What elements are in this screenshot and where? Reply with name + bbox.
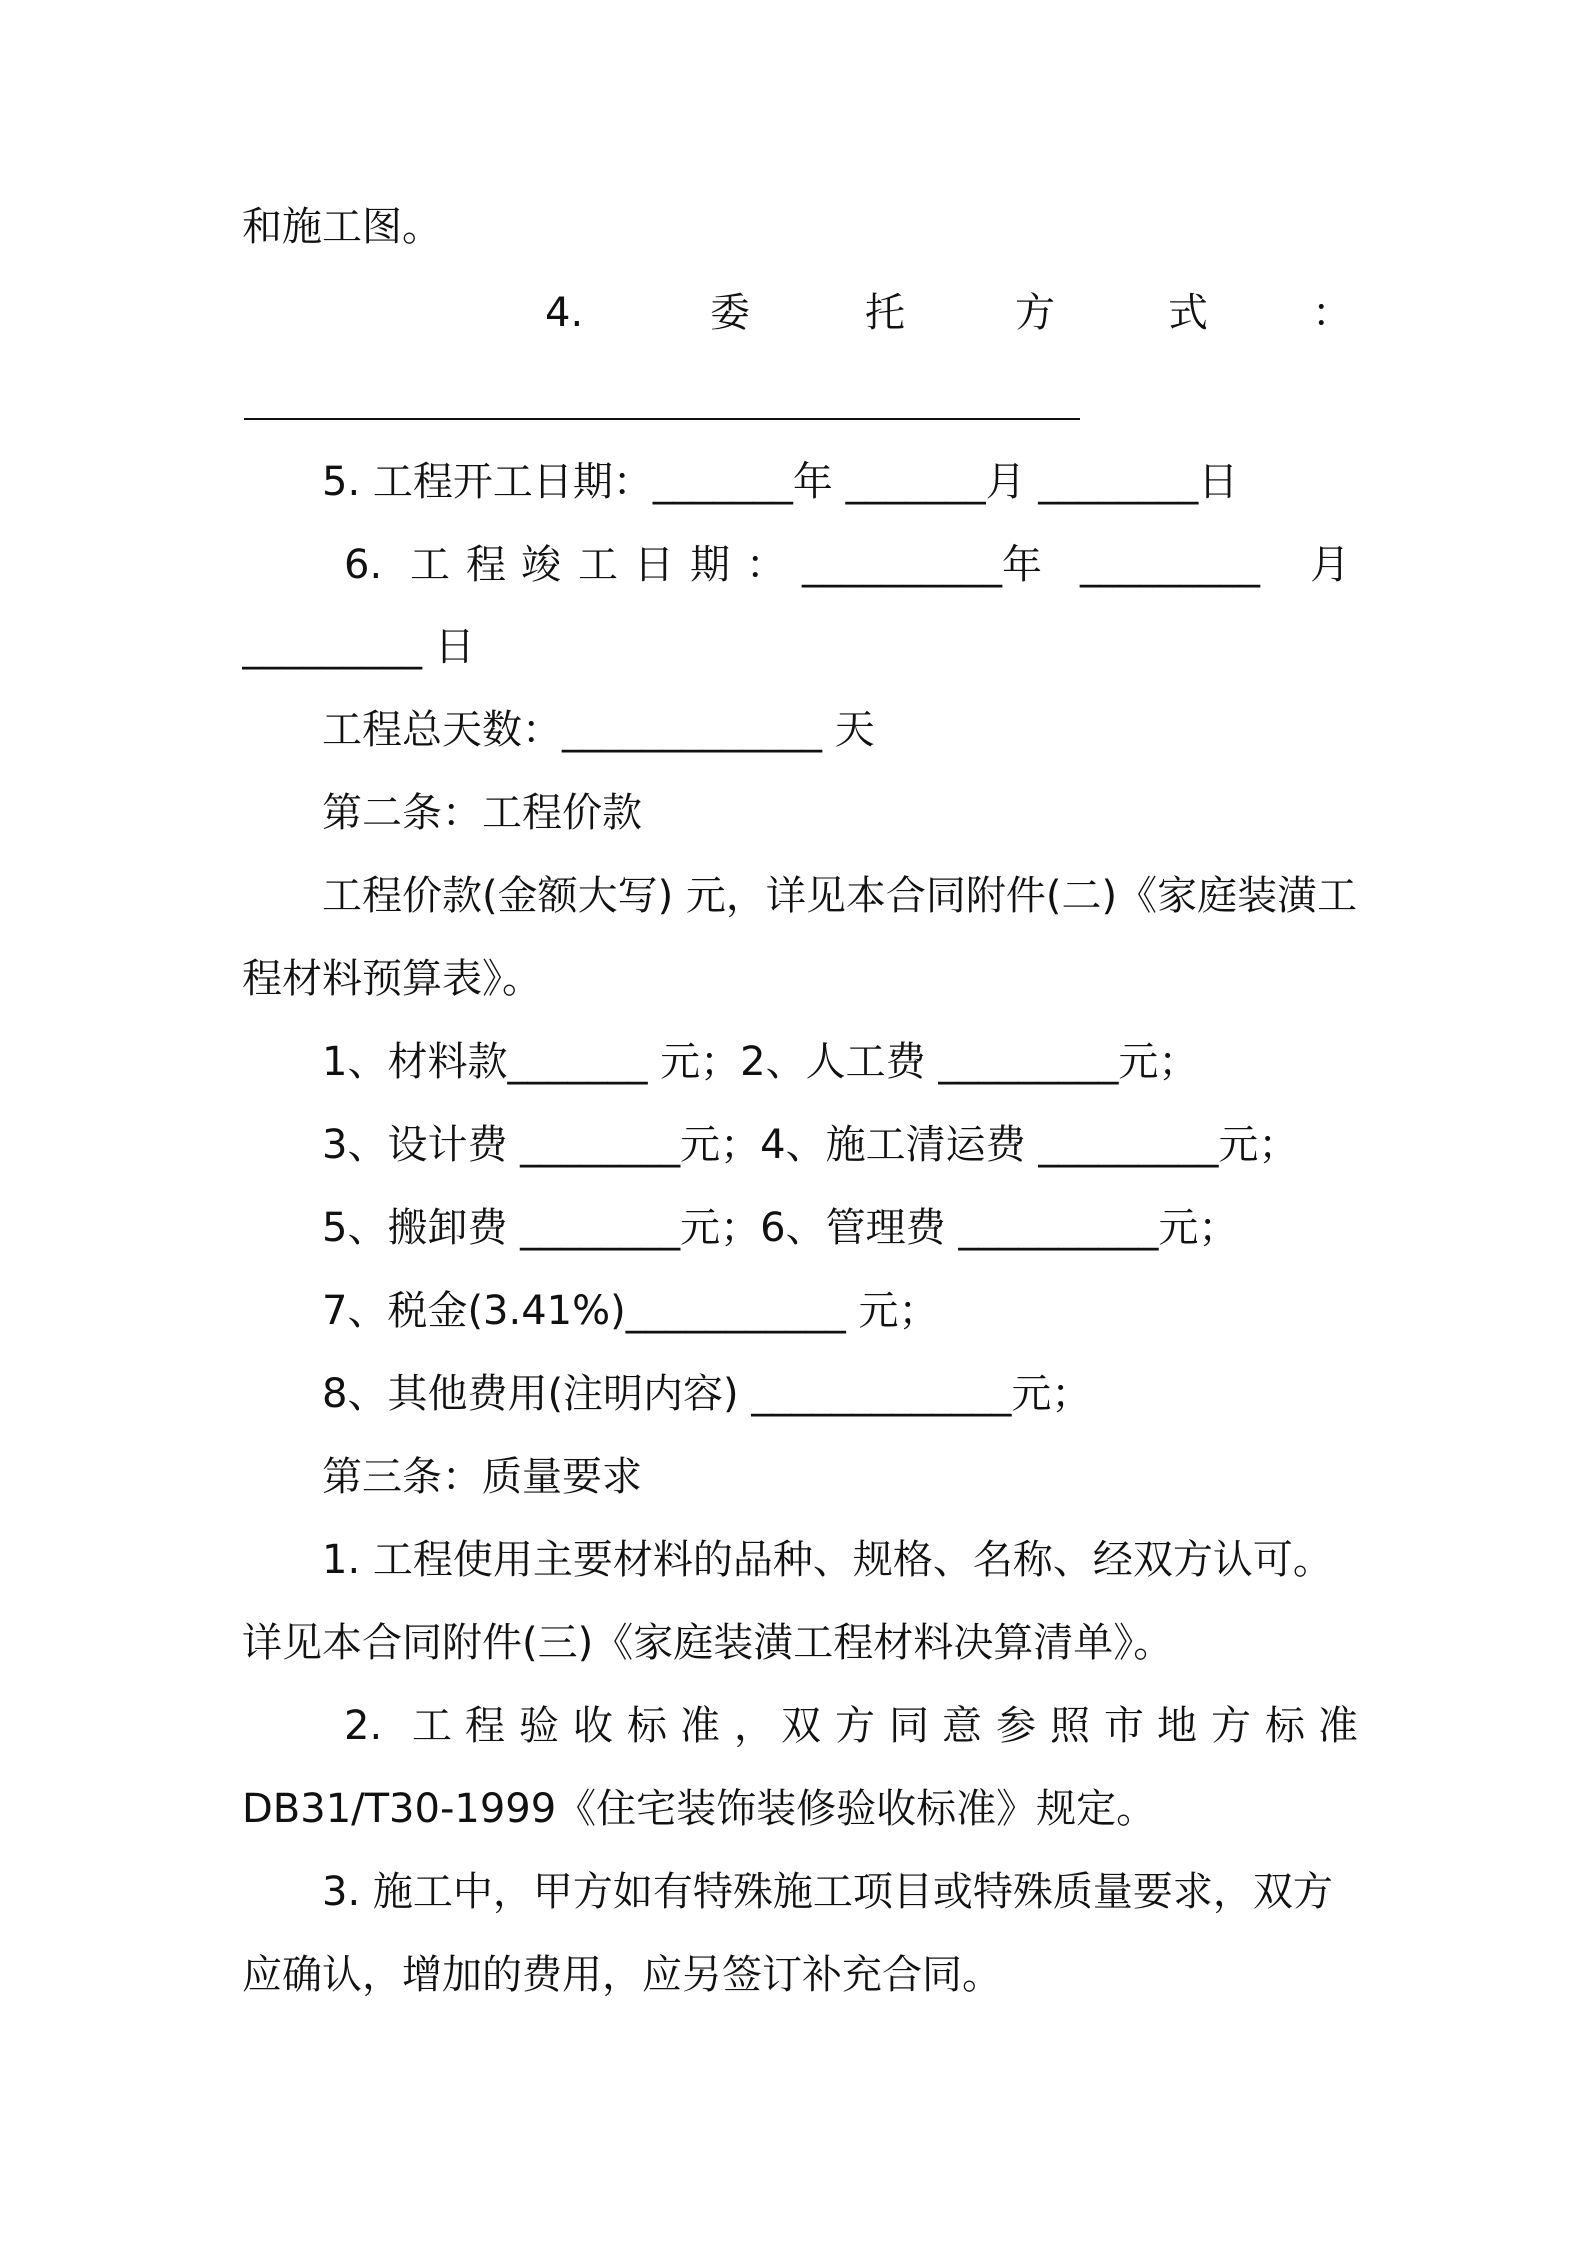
- heading-char: 方: [1015, 290, 1055, 336]
- text-char: 准: [680, 1703, 720, 1749]
- start-date-line: 5. 工程开工日期：_______年 _______月 ________日: [322, 459, 1239, 505]
- fee-line: 3、设计费 ________元；4、施工清运费 _________元；: [322, 1122, 1299, 1168]
- text-line: 程材料预算表》。: [242, 956, 542, 1002]
- heading-char: 式: [1168, 290, 1208, 336]
- fee-line: 1、材料款_______ 元；2、人工费 _________元；: [322, 1039, 1199, 1085]
- year-blank: __________年: [802, 542, 1042, 588]
- text-char: 工: [412, 1703, 452, 1749]
- text-char: 收: [573, 1703, 613, 1749]
- label-char: 工: [578, 542, 618, 588]
- day-blank-line: _________ 日: [242, 624, 475, 670]
- fee-line: 7、税金(3.41%)___________ 元；: [322, 1288, 939, 1334]
- text-char: 意: [942, 1703, 982, 1749]
- text-char: 标: [1265, 1703, 1305, 1749]
- text-char: 参: [996, 1703, 1036, 1749]
- month-blank: _________: [1080, 542, 1260, 588]
- label-char: 竣: [521, 542, 561, 588]
- fee-line: 5、搬卸费 ________元；6、管理费 __________元；: [322, 1205, 1239, 1251]
- text-char: 方: [1211, 1703, 1251, 1749]
- text-char: 市: [1104, 1703, 1144, 1749]
- text-char: 地: [1157, 1703, 1197, 1749]
- text-char: 方: [835, 1703, 875, 1749]
- text-char: 双: [781, 1703, 821, 1749]
- label-char: 工: [410, 542, 450, 588]
- text-line: 1. 工程使用主要材料的品种、规格、名称、经双方认可。: [322, 1537, 1333, 1583]
- fee-line: 8、其他费用(注明内容) _____________元；: [322, 1371, 1092, 1417]
- label-char: 程: [466, 542, 506, 588]
- text-line: 应确认，增加的费用，应另签订补充合同。: [242, 1952, 1002, 1998]
- item-number: 6.: [344, 542, 383, 588]
- article-three-heading: 第三条：质量要求: [322, 1454, 642, 1500]
- blank-underline: [244, 418, 1080, 420]
- label-char: 日: [634, 542, 674, 588]
- text-char: 同: [889, 1703, 929, 1749]
- text-char: 程: [465, 1703, 505, 1749]
- text-line: 详见本合同附件(三)《家庭装潢工程材料决算清单》。: [242, 1620, 1174, 1666]
- text-char: 验: [519, 1703, 559, 1749]
- label-char: 期: [690, 542, 730, 588]
- text-char: ，: [734, 1703, 774, 1749]
- text-line: 和施工图。: [242, 204, 442, 250]
- text-char: 准: [1318, 1703, 1358, 1749]
- text-char: 照: [1050, 1703, 1090, 1749]
- heading-char: 委: [710, 290, 750, 336]
- text-line: DB31/T30-1999《住宅装饰装修验收标准》规定。: [242, 1786, 1157, 1832]
- text-char: 标: [627, 1703, 667, 1749]
- item-number: 4.: [545, 290, 584, 336]
- article-two-heading: 第二条：工程价款: [322, 790, 642, 836]
- month-label: 月: [1310, 542, 1350, 588]
- heading-char: 托: [865, 290, 905, 336]
- text-line: 3. 施工中，甲方如有特殊施工项目或特殊质量要求，双方: [322, 1869, 1333, 1915]
- item-number: 2.: [344, 1703, 383, 1749]
- label-char: ：: [746, 542, 786, 588]
- text-line: 工程价款(金额大写) 元，详见本合同附件(二)《家庭装潢工: [322, 873, 1358, 919]
- total-days-line: 工程总天数：_____________ 天: [322, 707, 875, 753]
- heading-char: ：: [1312, 290, 1352, 336]
